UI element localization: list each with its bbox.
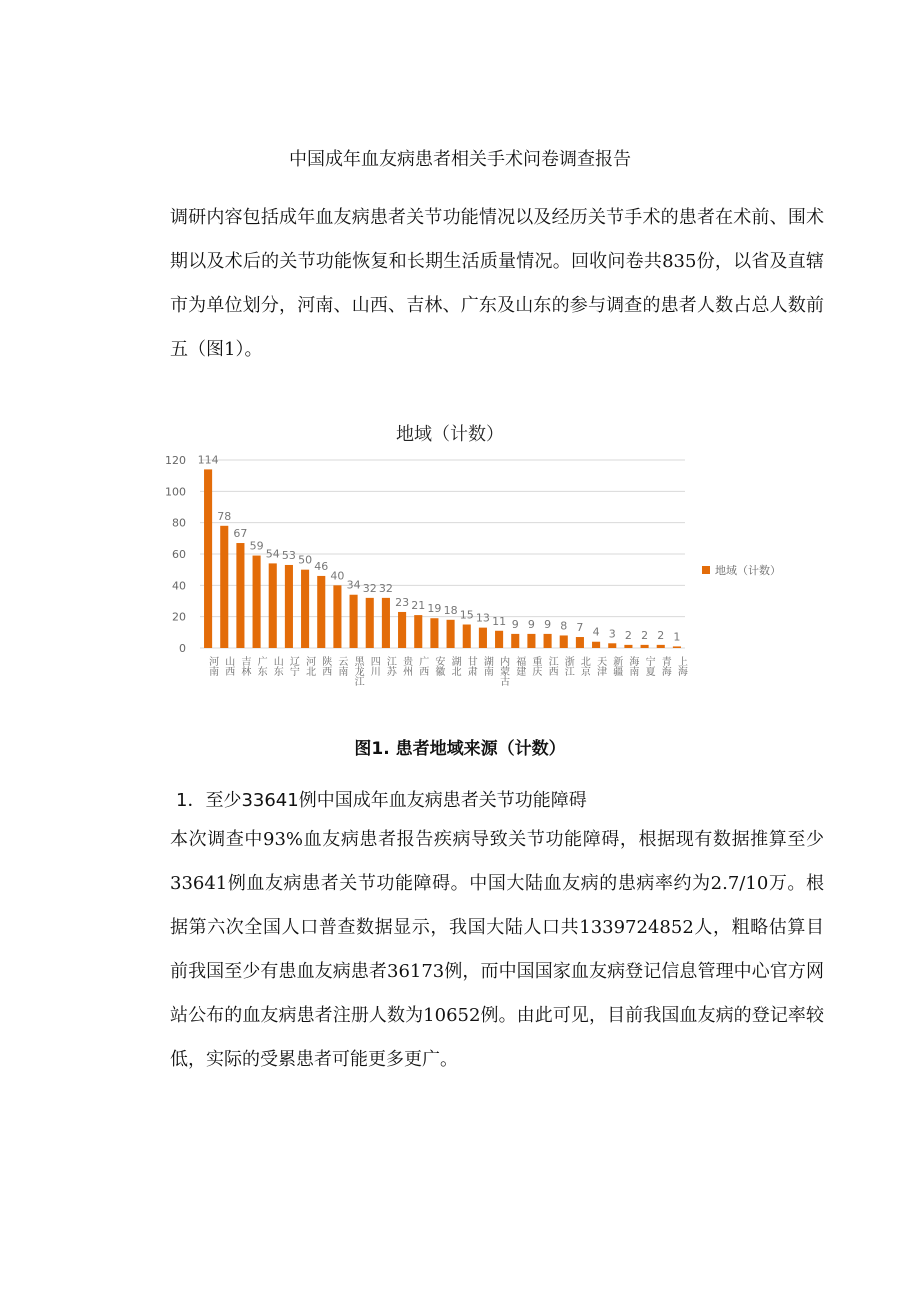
- x-tick-label: 湖南: [481, 656, 493, 676]
- data-label: 67: [233, 527, 248, 541]
- data-label: 21: [411, 599, 426, 613]
- data-label: 114: [197, 453, 219, 467]
- data-label: 32: [362, 581, 377, 595]
- section-text: 本次调查中93%血友病患者报告疾病导致关节功能障碍，根据现有数据推算至少33641例血友病患者关节功能障碍。中国大陆血友病的患病率约为2.7/10万。根据第六次全国人口普查数据显示，我国大陆人口共1339724852人，粗略估算目前我国至少有患血友病患者36173例，而中国国家血友病登记信息管理中心官方网站公布的血友病患者注册人数为10652例。由此可见，目前我国血友病的登记率较低，实际的受累患者可能更多更广。: [170, 829, 824, 1070]
- data-label: 2: [641, 628, 649, 642]
- data-label: 9: [544, 617, 552, 631]
- x-tick-label: 浙江: [562, 656, 574, 676]
- data-label: 9: [511, 617, 519, 631]
- x-tick-label: 内蒙古: [497, 656, 509, 686]
- bar: [350, 595, 358, 648]
- bar: [236, 543, 244, 648]
- data-label: 59: [249, 539, 264, 553]
- x-tick-label: 宁夏: [643, 656, 655, 676]
- x-tick-label: 新疆: [610, 656, 622, 676]
- bar: [366, 598, 374, 648]
- bar: [317, 576, 325, 648]
- chart-title: 地域（计数）: [396, 424, 504, 445]
- x-tick-label: 安徽: [432, 656, 444, 676]
- data-label: 1: [673, 630, 681, 644]
- figure-caption: 图1. 患者地域来源（计数）: [354, 739, 566, 759]
- chart-svg: [160, 410, 800, 710]
- data-label: 3: [608, 627, 616, 641]
- data-label: 34: [346, 578, 361, 592]
- bar: [624, 645, 632, 648]
- data-label: 40: [330, 569, 345, 583]
- legend-label: 地域（计数）: [715, 564, 781, 577]
- y-tick-label: 100: [165, 485, 186, 499]
- bar: [608, 643, 616, 648]
- x-tick-label: 青海: [659, 656, 671, 676]
- x-tick-label: 四川: [368, 656, 380, 676]
- section-heading: 1．至少33641例中国成年血友病患者关节功能障碍: [176, 790, 587, 811]
- x-tick-label: 江苏: [384, 656, 396, 676]
- y-tick-label: 20: [172, 610, 186, 624]
- data-label: 2: [657, 628, 665, 642]
- x-tick-label: 海南: [626, 656, 638, 676]
- data-label: 23: [395, 595, 410, 609]
- data-label: 46: [314, 559, 329, 573]
- x-tick-label: 黑龙江: [352, 656, 364, 686]
- bar: [253, 556, 261, 648]
- data-label: 54: [265, 547, 280, 561]
- x-tick-label: 广西: [416, 656, 428, 676]
- x-tick-label: 山西: [222, 656, 234, 676]
- bar: [576, 637, 584, 648]
- y-tick-label: 0: [179, 642, 186, 655]
- x-tick-label: 福建: [513, 656, 525, 676]
- data-label: 15: [459, 608, 474, 622]
- data-label: 53: [281, 548, 296, 562]
- bar: [527, 634, 535, 648]
- y-tick-label: 120: [165, 454, 186, 467]
- data-label: 78: [217, 509, 232, 523]
- x-tick-label: 重庆: [529, 656, 541, 676]
- x-tick-label: 吉林: [238, 656, 250, 676]
- bar: [544, 634, 552, 648]
- bar: [285, 565, 293, 648]
- data-label: 13: [475, 611, 490, 625]
- bar: [479, 628, 487, 648]
- x-tick-label: 云南: [335, 656, 347, 676]
- bar: [463, 625, 471, 649]
- x-tick-label: 天津: [594, 656, 606, 676]
- x-tick-label: 上海: [675, 656, 687, 676]
- data-label: 7: [576, 621, 584, 635]
- data-label: 9: [527, 617, 535, 631]
- bar: [657, 645, 665, 648]
- x-tick-label: 江西: [546, 656, 558, 676]
- bar: [414, 615, 422, 648]
- document-title: 中国成年血友病患者相关手术问卷调查报告: [289, 149, 631, 170]
- x-tick-label: 湖北: [449, 656, 461, 676]
- data-label: 50: [298, 553, 313, 567]
- data-label: 32: [378, 581, 393, 595]
- x-tick-label: 河北: [303, 656, 315, 676]
- x-tick-label: 甘肃: [465, 656, 477, 676]
- x-tick-label: 陕西: [319, 656, 331, 676]
- x-tick-label: 贵州: [400, 656, 412, 676]
- data-label: 4: [592, 625, 600, 639]
- legend-swatch: [702, 566, 710, 574]
- x-tick-label: 北京: [578, 656, 590, 676]
- bar: [220, 526, 228, 648]
- data-label: 18: [443, 603, 458, 617]
- x-tick-label: 广东: [255, 656, 267, 676]
- bar: [641, 645, 649, 648]
- bar: [382, 598, 390, 648]
- region-chart: [160, 410, 800, 710]
- x-tick-label: 山东: [271, 656, 283, 676]
- bar: [398, 612, 406, 648]
- x-tick-label: 河南: [206, 656, 218, 676]
- bar: [333, 585, 341, 648]
- bar: [673, 646, 681, 648]
- bar: [511, 634, 519, 648]
- bar: [430, 618, 438, 648]
- bar: [592, 642, 600, 648]
- bar: [447, 620, 455, 648]
- bar: [301, 570, 309, 648]
- bar: [560, 635, 568, 648]
- y-tick-label: 80: [172, 516, 186, 530]
- bar: [204, 469, 212, 648]
- data-label: 8: [560, 619, 568, 633]
- section-paragraph: [134, 818, 824, 1082]
- data-label: 2: [624, 628, 632, 642]
- data-label: 11: [492, 614, 507, 628]
- data-label: 19: [427, 602, 442, 616]
- bar: [495, 631, 503, 648]
- intro-paragraph: [134, 196, 824, 372]
- bar: [269, 563, 277, 648]
- y-tick-label: 40: [172, 579, 186, 593]
- x-tick-label: 辽宁: [287, 656, 299, 676]
- intro-text: 调研内容包括成年血友病患者关节功能情况以及经历关节手术的患者在术前、围术期以及术后的关节功能恢复和长期生活质量情况。回收问卷共835份，以省及直辖市为单位划分，河南、山西、吉林、广东及山东的参与调查的患者人数占总人数前五（图1）。: [170, 207, 824, 360]
- y-tick-label: 60: [172, 548, 186, 561]
